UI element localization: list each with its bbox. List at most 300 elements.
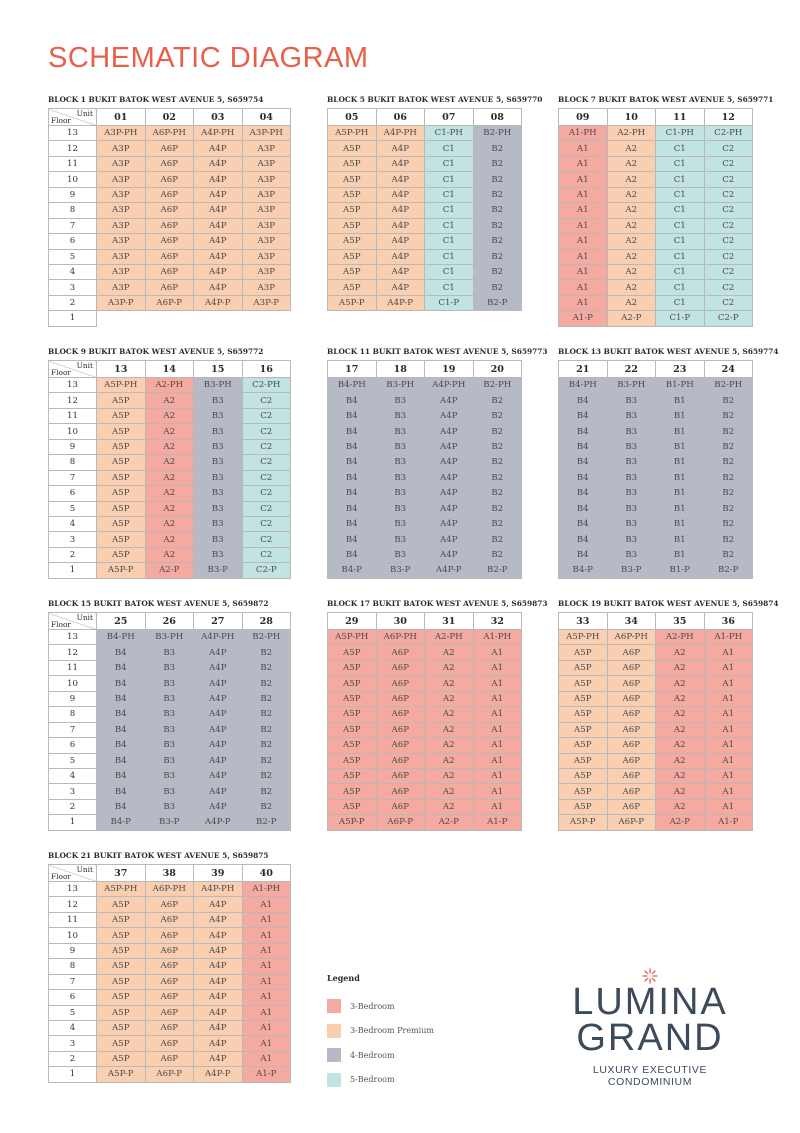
- table-row: [49, 501, 291, 516]
- legend-label: 4-Bedroom: [350, 1050, 395, 1060]
- unit-type-cell: A1: [242, 943, 291, 958]
- unit-type-cell: B1: [656, 439, 705, 454]
- unit-type-cell: C2-PH: [704, 126, 753, 141]
- floor-unit-header: [49, 361, 97, 378]
- floor-number-cell: 6: [49, 234, 97, 249]
- unit-type-cell: B3: [145, 784, 194, 799]
- table-row: [559, 234, 753, 249]
- unit-type-cell: A2: [656, 784, 705, 799]
- floor-number-cell: 6: [49, 486, 97, 501]
- unit-type-cell: A2: [425, 784, 474, 799]
- unit-type-cell: C2: [704, 172, 753, 187]
- unit-type-cell: B2: [242, 691, 291, 706]
- unit-number-header: 33: [559, 613, 608, 630]
- unit-type-cell: A2: [145, 486, 194, 501]
- unit-type-cell: B3-PH: [607, 378, 656, 393]
- unit-type-cell: A3P: [97, 187, 146, 202]
- unit-type-cell: B1: [656, 455, 705, 470]
- legend-swatch: [327, 1073, 341, 1087]
- unit-type-cell: A5P: [97, 408, 146, 423]
- unit-type-cell: A1: [473, 784, 522, 799]
- table-row: [49, 126, 291, 141]
- legend-items: [327, 994, 434, 1092]
- page-title: SCHEMATIC DIAGRAM: [48, 42, 369, 74]
- unit-type-cell: A1-P: [473, 815, 522, 830]
- floor-number-cell: 8: [49, 959, 97, 974]
- unit-type-cell: A4P: [194, 990, 243, 1005]
- unit-type-cell: A6P: [145, 234, 194, 249]
- unit-type-cell: A3P: [97, 234, 146, 249]
- table-row: [328, 156, 522, 171]
- table-row: [559, 722, 753, 737]
- unit-table: [558, 360, 753, 579]
- unit-type-cell: B2: [242, 799, 291, 814]
- unit-type-cell: A5P: [559, 691, 608, 706]
- block-title: BLOCK 5 BUKIT BATOK WEST AVENUE 5, S659770: [327, 95, 543, 104]
- unit-type-cell: A1: [704, 722, 753, 737]
- table-row: [559, 203, 753, 218]
- table-row: [49, 660, 291, 675]
- unit-type-cell: B2-P: [242, 815, 291, 830]
- unit-type-cell: A5P: [559, 722, 608, 737]
- table-row: [49, 311, 291, 326]
- table-row: [559, 547, 753, 562]
- unit-type-cell: A5P: [559, 784, 608, 799]
- unit-type-cell: A5P: [97, 393, 146, 408]
- floor-header-label: Floor: [51, 116, 71, 125]
- floor-number-cell: 3: [49, 1036, 97, 1051]
- unit-type-cell: B3-P: [145, 815, 194, 830]
- unit-type-cell: B3: [607, 408, 656, 423]
- table-row: [49, 974, 291, 989]
- unit-type-cell: A1: [242, 1051, 291, 1066]
- unit-type-cell: A2: [425, 799, 474, 814]
- unit-type-cell: A6P: [145, 943, 194, 958]
- unit-type-cell: A3P: [242, 249, 291, 264]
- unit-type-cell: A6P: [145, 1005, 194, 1020]
- table-row: [49, 378, 291, 393]
- unit-type-cell: B4: [328, 408, 377, 423]
- floor-number-cell: 2: [49, 1051, 97, 1066]
- table-row: [328, 738, 522, 753]
- block-0: [48, 95, 291, 327]
- unit-type-cell: A4P: [194, 799, 243, 814]
- unit-type-cell: C2: [242, 455, 291, 470]
- unit-type-cell: A2-PH: [607, 126, 656, 141]
- unit-type-cell: A4P: [376, 187, 425, 202]
- unit-type-cell: A1: [704, 691, 753, 706]
- unit-type-cell: A4P: [194, 943, 243, 958]
- unit-type-cell: B4-P: [559, 563, 608, 578]
- unit-type-cell: B3: [145, 691, 194, 706]
- unit-type-cell: A4P: [194, 280, 243, 295]
- unit-table: [558, 108, 753, 327]
- block-title: BLOCK 15 BUKIT BATOK WEST AVENUE 5, S659872: [48, 599, 269, 608]
- legend-title: Legend: [327, 973, 360, 983]
- unit-type-cell: A6P: [145, 928, 194, 943]
- unit-type-cell: A3P: [242, 234, 291, 249]
- table-header-row: [49, 109, 291, 126]
- table-row: [328, 707, 522, 722]
- unit-type-cell: A3P: [242, 156, 291, 171]
- unit-type-cell: A6P-PH: [376, 630, 425, 645]
- unit-type-cell: A5P: [97, 990, 146, 1005]
- table-row: [559, 753, 753, 768]
- unit-type-cell: B4: [97, 799, 146, 814]
- floor-number-cell: 10: [49, 676, 97, 691]
- floor-number-cell: 12: [49, 393, 97, 408]
- unit-type-cell: A6P: [607, 691, 656, 706]
- table-header-row: [328, 361, 522, 378]
- unit-type-cell: B2: [242, 753, 291, 768]
- unit-type-cell: A4P: [194, 912, 243, 927]
- table-row: [49, 203, 291, 218]
- unit-type-cell: A2: [425, 768, 474, 783]
- unit-type-cell: A6P: [145, 1051, 194, 1066]
- block-8: [558, 599, 779, 831]
- table-row: [49, 156, 291, 171]
- unit-type-cell: A1: [473, 753, 522, 768]
- floor-number-cell: 4: [49, 768, 97, 783]
- table-row: [559, 645, 753, 660]
- unit-type-cell: A4P-P: [194, 815, 243, 830]
- floor-header-label: Floor: [51, 620, 71, 629]
- unit-type-cell: A5P: [328, 676, 377, 691]
- unit-type-cell: B3: [607, 393, 656, 408]
- unit-type-cell: A6P: [376, 676, 425, 691]
- table-header-row: [559, 361, 753, 378]
- unit-type-cell: B2: [473, 501, 522, 516]
- legend: [327, 973, 434, 1092]
- unit-number-header: 30: [376, 613, 425, 630]
- unit-type-cell: A1-P: [704, 815, 753, 830]
- unit-type-cell: A6P: [145, 156, 194, 171]
- table-row: [559, 660, 753, 675]
- unit-type-cell: A5P-PH: [97, 882, 146, 897]
- unit-type-cell: C2: [704, 264, 753, 279]
- unit-type-cell: A5P: [97, 547, 146, 562]
- floor-unit-header: [49, 613, 97, 630]
- floor-number-cell: 12: [49, 645, 97, 660]
- table-row: [49, 439, 291, 454]
- table-row: [49, 1036, 291, 1051]
- unit-type-cell: B3: [145, 799, 194, 814]
- unit-type-cell: A1: [473, 738, 522, 753]
- unit-type-cell: A5P: [559, 676, 608, 691]
- brand-logo: [550, 968, 750, 1088]
- unit-type-cell: A2: [425, 660, 474, 675]
- table-row: [559, 516, 753, 531]
- floor-number-cell: 11: [49, 912, 97, 927]
- floor-number-cell: 7: [49, 218, 97, 233]
- unit-type-cell: A2-PH: [656, 630, 705, 645]
- unit-type-cell: A5P: [559, 707, 608, 722]
- unit-number-header: 08: [473, 109, 522, 126]
- unit-type-cell: B3: [145, 676, 194, 691]
- unit-type-cell: C2-PH: [242, 378, 291, 393]
- unit-type-cell: B1-P: [656, 563, 705, 578]
- unit-number-header: 11: [656, 109, 705, 126]
- unit-type-cell: A4P: [376, 156, 425, 171]
- unit-table: [327, 108, 522, 311]
- empty-cell: [145, 311, 194, 326]
- table-row: [49, 393, 291, 408]
- table-row: [328, 141, 522, 156]
- table-row: [49, 722, 291, 737]
- unit-number-header: 06: [376, 109, 425, 126]
- unit-type-cell: A2: [145, 408, 194, 423]
- unit-type-cell: C2: [242, 532, 291, 547]
- unit-type-cell: A4P: [376, 249, 425, 264]
- unit-type-cell: A4P: [376, 172, 425, 187]
- unit-number-header: 25: [97, 613, 146, 630]
- floor-number-cell: 10: [49, 172, 97, 187]
- unit-type-cell: A4P: [376, 264, 425, 279]
- table-row: [559, 378, 753, 393]
- table-row: [328, 784, 522, 799]
- unit-type-cell: B2: [242, 738, 291, 753]
- unit-type-cell: A2: [145, 516, 194, 531]
- unit-type-cell: A1: [559, 295, 608, 310]
- unit-type-cell: B2: [704, 547, 753, 562]
- unit-type-cell: A2: [656, 722, 705, 737]
- unit-type-cell: A4P: [425, 547, 474, 562]
- unit-type-cell: A5P: [97, 897, 146, 912]
- unit-type-cell: A6P-PH: [607, 630, 656, 645]
- block-3: [48, 347, 291, 579]
- unit-type-cell: A1: [559, 249, 608, 264]
- block-title: BLOCK 19 BUKIT BATOK WEST AVENUE 5, S659874: [558, 599, 779, 608]
- unit-type-cell: A4P: [194, 218, 243, 233]
- legend-label: 3-Bedroom Premium: [350, 1026, 434, 1036]
- unit-type-cell: A4P: [194, 722, 243, 737]
- unit-type-cell: A5P: [328, 645, 377, 660]
- unit-type-cell: A2: [145, 501, 194, 516]
- unit-type-cell: A5P-P: [97, 1067, 146, 1082]
- unit-type-cell: A2: [656, 691, 705, 706]
- unit-type-cell: B2: [704, 408, 753, 423]
- table-row: [559, 470, 753, 485]
- unit-type-cell: B4: [328, 439, 377, 454]
- table-row: [49, 959, 291, 974]
- unit-type-cell: A4P: [194, 738, 243, 753]
- unit-type-cell: A4P: [194, 1020, 243, 1035]
- unit-type-cell: B2: [473, 486, 522, 501]
- unit-type-cell: A4P: [194, 928, 243, 943]
- table-row: [328, 203, 522, 218]
- unit-type-cell: A6P: [145, 280, 194, 295]
- table-row: [559, 408, 753, 423]
- table-row: [49, 707, 291, 722]
- unit-type-cell: B4: [328, 532, 377, 547]
- unit-type-cell: B2: [704, 470, 753, 485]
- unit-type-cell: B3: [607, 532, 656, 547]
- unit-type-cell: A4P: [376, 203, 425, 218]
- table-row: [559, 738, 753, 753]
- unit-type-cell: A4P: [194, 676, 243, 691]
- unit-type-cell: B2: [242, 707, 291, 722]
- unit-number-header: 02: [145, 109, 194, 126]
- unit-type-cell: A2: [145, 532, 194, 547]
- unit-type-cell: B3: [607, 455, 656, 470]
- unit-type-cell: C2: [704, 156, 753, 171]
- unit-type-cell: B3: [376, 547, 425, 562]
- table-row: [328, 486, 522, 501]
- floor-number-cell: 11: [49, 156, 97, 171]
- unit-type-cell: A6P: [145, 172, 194, 187]
- unit-type-cell: B4-PH: [97, 630, 146, 645]
- unit-type-cell: A6P: [607, 660, 656, 675]
- unit-type-cell: A6P: [607, 738, 656, 753]
- unit-number-header: 24: [704, 361, 753, 378]
- unit-type-cell: A6P: [376, 753, 425, 768]
- unit-type-cell: A4P: [194, 264, 243, 279]
- unit-type-cell: B4-PH: [328, 378, 377, 393]
- unit-type-cell: A2-P: [656, 815, 705, 830]
- table-header-row: [559, 109, 753, 126]
- table-header-row: [328, 613, 522, 630]
- unit-type-cell: A6P: [145, 1020, 194, 1035]
- unit-type-cell: A6P: [376, 660, 425, 675]
- unit-type-cell: B2: [473, 470, 522, 485]
- unit-type-cell: A3P: [97, 172, 146, 187]
- unit-type-cell: A2: [145, 547, 194, 562]
- unit-type-cell: B3: [607, 516, 656, 531]
- unit-type-cell: A6P: [145, 218, 194, 233]
- unit-type-cell: A4P: [194, 753, 243, 768]
- unit-type-cell: B3: [376, 486, 425, 501]
- table-header-row: [49, 613, 291, 630]
- unit-type-cell: B2: [473, 455, 522, 470]
- unit-type-cell: A3P: [242, 203, 291, 218]
- unit-type-cell: A4P: [425, 470, 474, 485]
- unit-type-cell: A4P: [194, 156, 243, 171]
- unit-type-cell: A5P: [328, 156, 377, 171]
- floor-number-cell: 1: [49, 311, 97, 326]
- table-row: [328, 280, 522, 295]
- unit-type-cell: C1: [656, 187, 705, 202]
- table-row: [328, 691, 522, 706]
- unit-type-cell: A1-P: [559, 311, 608, 326]
- unit-type-cell: B2: [473, 439, 522, 454]
- unit-type-cell: B4: [559, 408, 608, 423]
- unit-type-cell: B2: [704, 439, 753, 454]
- floor-number-cell: 13: [49, 126, 97, 141]
- floor-number-cell: 10: [49, 424, 97, 439]
- unit-type-cell: A4P: [194, 234, 243, 249]
- table-row: [328, 532, 522, 547]
- table-row: [328, 295, 522, 310]
- unit-type-cell: A5P: [328, 691, 377, 706]
- unit-type-cell: B1: [656, 486, 705, 501]
- unit-type-cell: B3: [376, 455, 425, 470]
- unit-type-cell: A6P: [607, 722, 656, 737]
- unit-type-cell: A5P: [97, 974, 146, 989]
- table-row: [328, 547, 522, 562]
- unit-type-cell: B1-PH: [656, 378, 705, 393]
- table-row: [49, 676, 291, 691]
- unit-type-cell: A3P: [97, 218, 146, 233]
- unit-number-header: 03: [194, 109, 243, 126]
- table-row: [559, 532, 753, 547]
- floor-number-cell: 6: [49, 990, 97, 1005]
- table-header-row: [559, 613, 753, 630]
- unit-type-cell: C1: [656, 203, 705, 218]
- unit-type-cell: C1: [425, 203, 474, 218]
- unit-type-cell: A6P: [607, 645, 656, 660]
- unit-type-cell: A4P-PH: [376, 126, 425, 141]
- unit-type-cell: B1: [656, 501, 705, 516]
- unit-type-cell: C2: [704, 141, 753, 156]
- table-row: [49, 1051, 291, 1066]
- unit-type-cell: A6P: [376, 784, 425, 799]
- unit-table: [327, 612, 522, 831]
- unit-type-cell: A1: [242, 974, 291, 989]
- legend-item: [327, 1043, 434, 1068]
- unit-type-cell: A6P-PH: [145, 126, 194, 141]
- unit-type-cell: A2: [607, 264, 656, 279]
- unit-type-cell: A6P-P: [607, 815, 656, 830]
- unit-type-cell: C1: [425, 156, 474, 171]
- unit-table: [48, 612, 291, 831]
- unit-type-cell: B2: [473, 141, 522, 156]
- unit-type-cell: A4P: [425, 455, 474, 470]
- unit-type-cell: A4P: [194, 1051, 243, 1066]
- unit-type-cell: C1: [425, 187, 474, 202]
- unit-type-cell: A3P: [242, 264, 291, 279]
- unit-type-cell: A6P: [607, 784, 656, 799]
- unit-type-cell: B3: [194, 486, 243, 501]
- unit-type-cell: B2: [242, 722, 291, 737]
- unit-type-cell: B4: [328, 424, 377, 439]
- unit-type-cell: A4P: [376, 141, 425, 156]
- unit-type-cell: B3: [194, 532, 243, 547]
- table-row: [49, 943, 291, 958]
- table-row: [559, 799, 753, 814]
- unit-number-header: 19: [425, 361, 474, 378]
- unit-type-cell: C2: [242, 501, 291, 516]
- unit-type-cell: A4P-P: [194, 295, 243, 310]
- floor-number-cell: 8: [49, 707, 97, 722]
- floor-number-cell: 11: [49, 408, 97, 423]
- unit-type-cell: A5P: [328, 768, 377, 783]
- unit-type-cell: A5P: [97, 470, 146, 485]
- unit-type-cell: A4P: [194, 187, 243, 202]
- floor-number-cell: 9: [49, 439, 97, 454]
- table-row: [49, 928, 291, 943]
- unit-type-cell: A1: [559, 264, 608, 279]
- block-4: [327, 347, 548, 579]
- unit-type-cell: C1: [425, 141, 474, 156]
- unit-type-cell: A1-PH: [559, 126, 608, 141]
- unit-type-cell: A6P: [145, 959, 194, 974]
- unit-number-header: 40: [242, 865, 291, 882]
- legend-item: [327, 1019, 434, 1044]
- unit-type-cell: A1: [559, 218, 608, 233]
- unit-type-cell: A5P: [328, 264, 377, 279]
- table-row: [49, 516, 291, 531]
- unit-type-cell: C1: [425, 249, 474, 264]
- unit-type-cell: A2-P: [145, 563, 194, 578]
- unit-type-cell: B2: [242, 660, 291, 675]
- floor-number-cell: 5: [49, 501, 97, 516]
- unit-type-cell: A4P: [376, 234, 425, 249]
- table-row: [328, 501, 522, 516]
- unit-table: [48, 864, 291, 1083]
- table-row: [559, 280, 753, 295]
- table-row: [49, 738, 291, 753]
- unit-type-cell: A5P: [328, 707, 377, 722]
